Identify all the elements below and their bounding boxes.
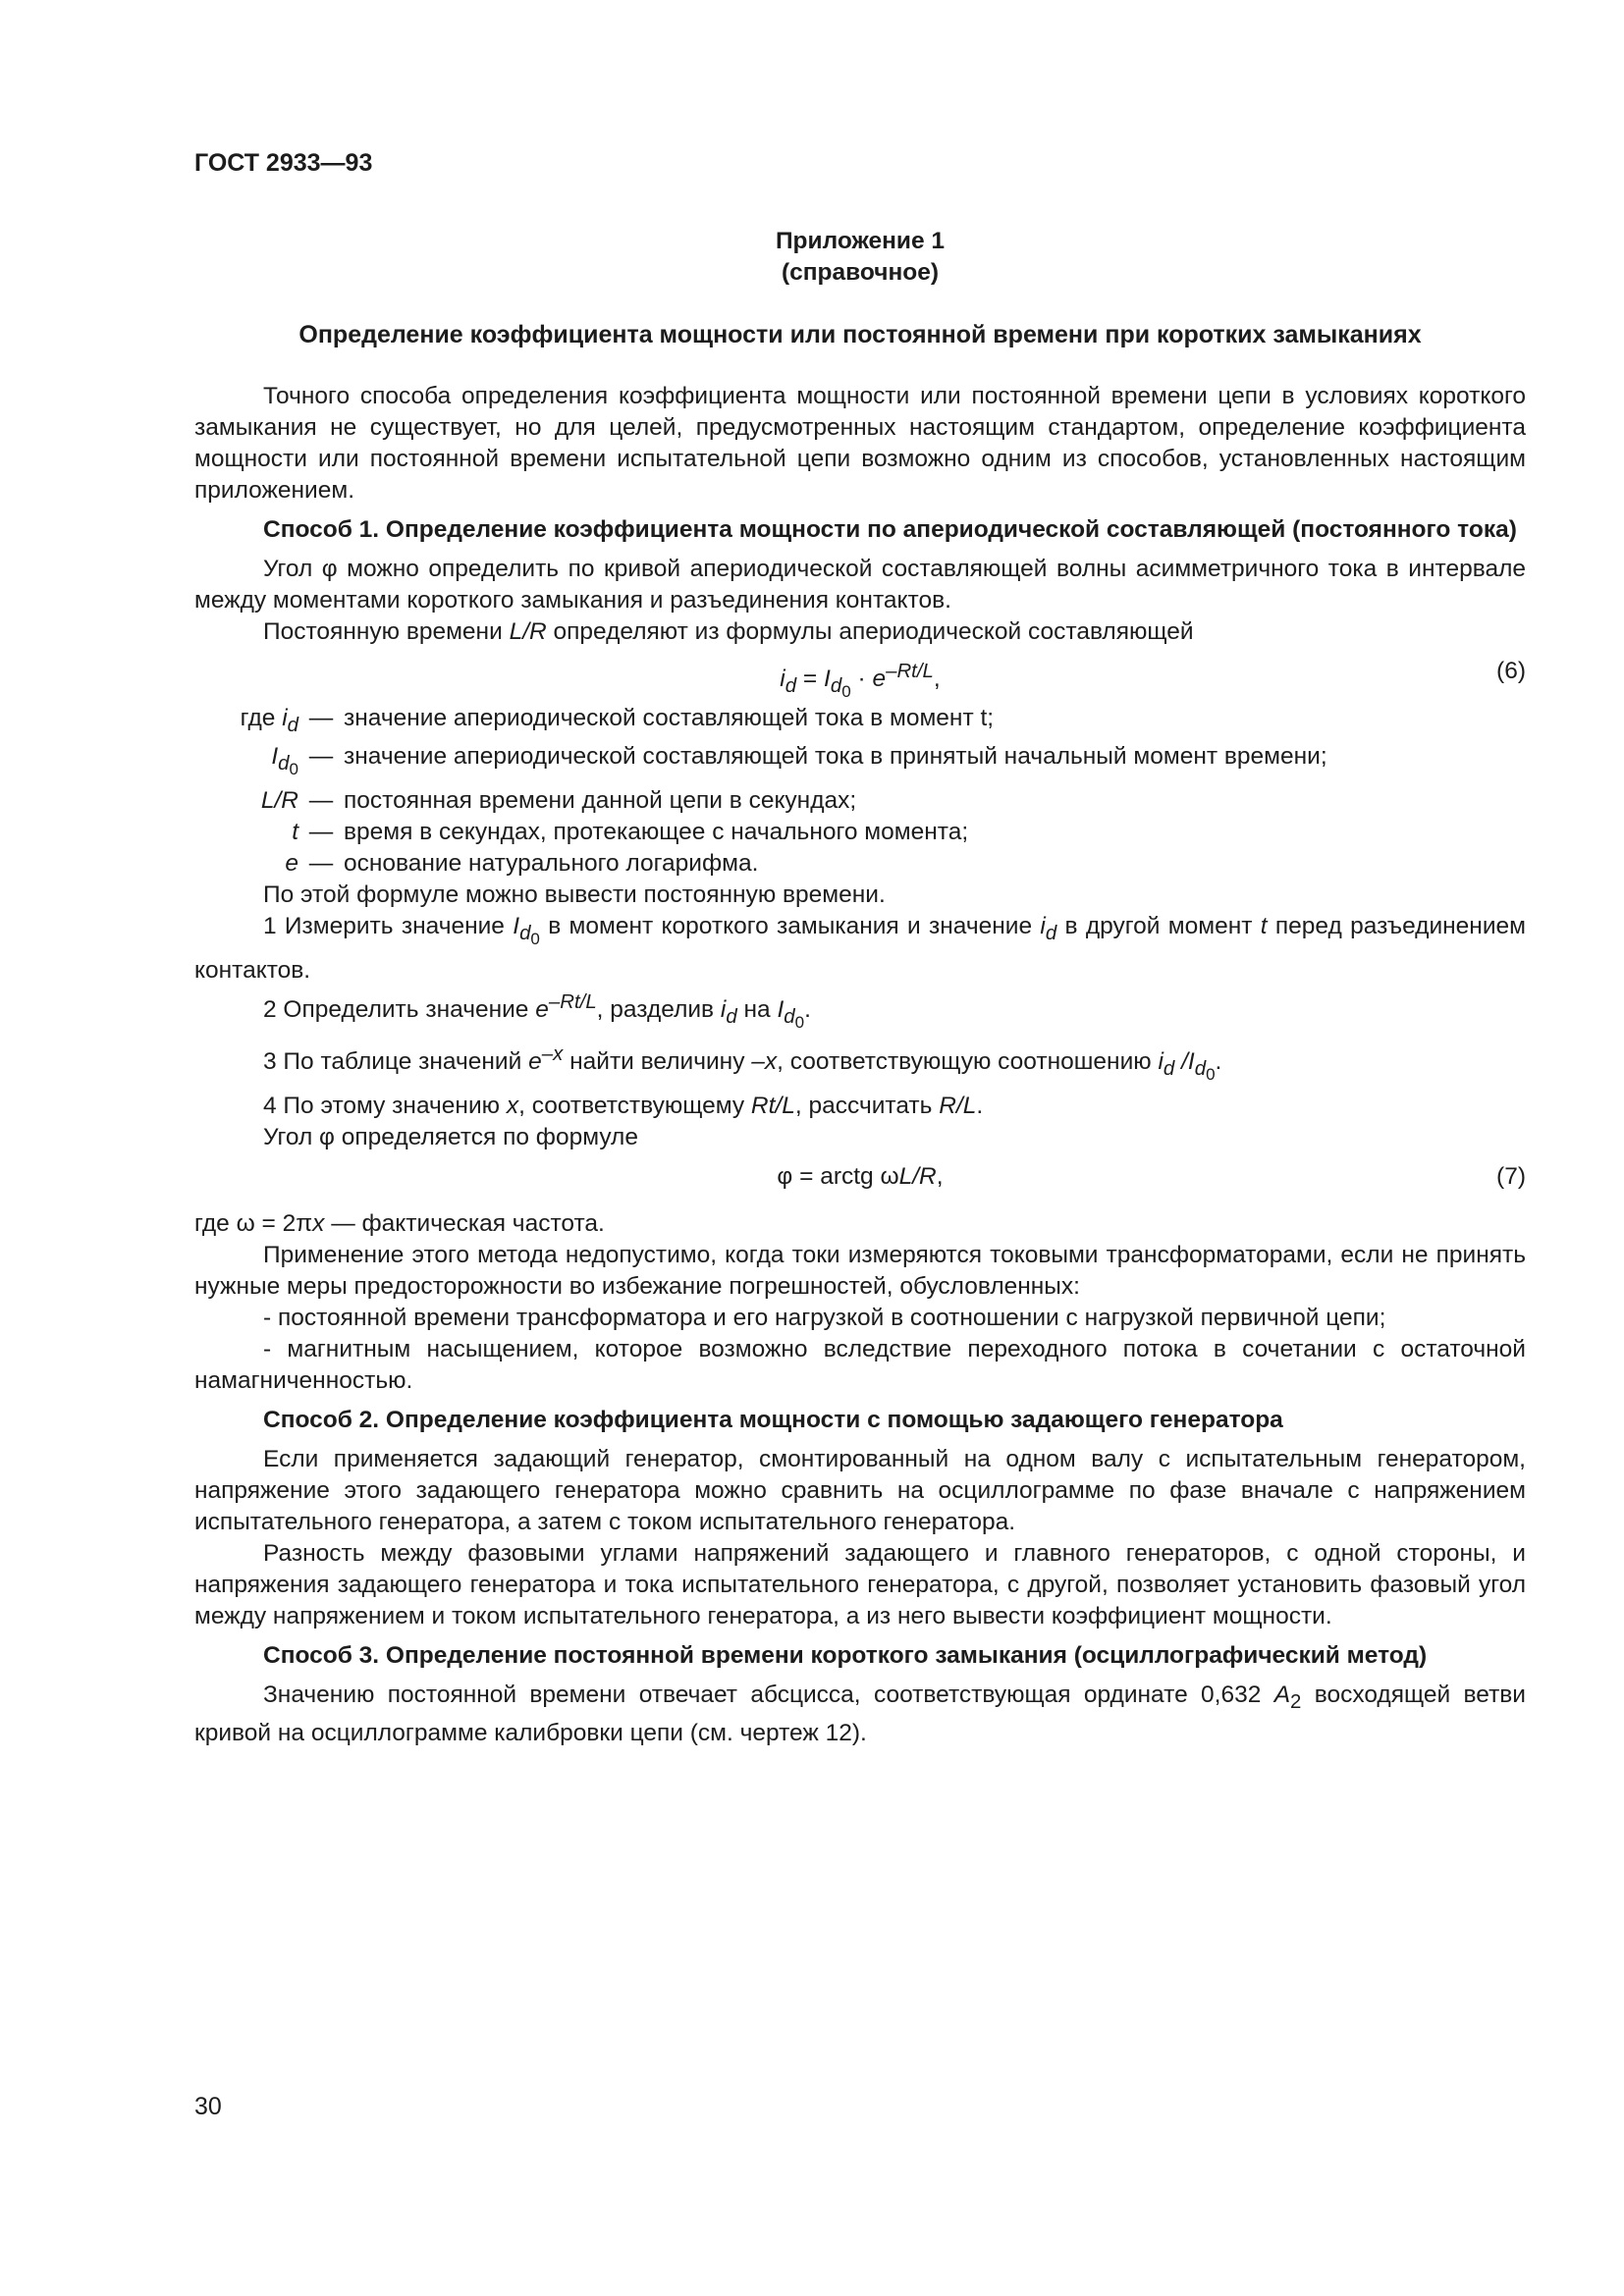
appendix-type: (справочное) bbox=[781, 259, 940, 286]
method3-paragraph1: Значению постоянной времени отвечает абсцисса, соответствующая ординате 0,632 $A_2$ восходящей ветви кривой на осциллограмме калибровки цепи (см. чертеж 12). bbox=[194, 1682, 1526, 1746]
definition-row: $I_{d_0}$ — значение апериодической составляющей тока в принятый начальный момент времени; bbox=[271, 742, 1327, 778]
method1-paragraph4: Угол φ определяется по формуле bbox=[263, 1124, 638, 1151]
definition-row: t — время в секундах, протекающее с начального момента; bbox=[292, 818, 969, 845]
definition-row: L/R — постоянная времени данной цепи в секундах; bbox=[260, 786, 857, 814]
method1-heading: Способ 1. Определение коэффициента мощности по апериодической составляющей (постоянного тока) bbox=[263, 516, 1517, 543]
definition-row: где $i_d$ — значение апериодической составляющей тока в момент t; bbox=[240, 705, 995, 736]
step-4: 4 По этому значению x, соответствующему Rt/L, рассчитать R/L. bbox=[263, 1093, 984, 1120]
appendix-number: Приложение 1 bbox=[775, 228, 946, 254]
bullet-item: - магнитным насыщением, которое возможно вследствие переходного потока в сочетании с остаточной намагниченностью. bbox=[194, 1336, 1526, 1395]
formula-6-expression: $i_d = I_{d_0} \cdot e^{-Rt/L}$, bbox=[780, 661, 941, 702]
formula-6-number: (6) bbox=[1496, 658, 1526, 684]
method2-heading: Способ 2. Определение коэффициента мощности с помощью задающего генератора bbox=[263, 1407, 1283, 1434]
method2-paragraph1: Если применяется задающий генератор, смонтированный на одном валу с испытательным генератором, напряжение этого задающего генератора можно сравнить на осциллограмме по фазе вначале с напряжением испытательного генератора, а затем с током испытательного генератора. bbox=[194, 1446, 1526, 1536]
definitions-list bbox=[194, 703, 1526, 880]
standard-header: ГОСТ 2933—93 bbox=[194, 149, 373, 177]
step-1: 1 Измерить значение $I_{d_0}$ в момент короткого замыкания и значение $i_d$ в другой момент t перед разъединением контактов. bbox=[194, 912, 1526, 984]
bullet-item: - постоянной времени трансформатора и его нагрузкой в соотношении с нагрузкой первичной цепи; bbox=[263, 1305, 1386, 1332]
method1-paragraph3: По этой формуле можно вывести постоянную времени. bbox=[263, 881, 886, 908]
formula-7-expression: φ = arctg ωL/R, bbox=[777, 1163, 944, 1191]
appendix-title: Определение коэффициента мощности или постоянной времени при коротких замыканиях bbox=[298, 321, 1422, 348]
formula-6 bbox=[194, 650, 1526, 702]
formula-7 bbox=[194, 1155, 1526, 1202]
intro-paragraph: Точного способа определения коэффициента мощности или постоянной времени цепи в условиях короткого замыкания не существует, но для целей, предусмотренных настоящим стандартом, определение коэффициента мощности или постоянной времени испытательной цепи возможно одним из способов, установленных настоящим приложением. bbox=[194, 383, 1526, 504]
method2-paragraph2: Разность между фазовыми углами напряжений задающего и главного генераторов, с одной стороны, и напряжения задающего генератора и тока испытательного генератора, с другой, позволяет установить фазовый угол между напряжением и током испытательного генератора, а из него вывести коэффициент мощности. bbox=[194, 1540, 1526, 1630]
step-3: 3 По таблице значений $e^{-x}$ найти величину –x, соответствующую соотношению $i_d$ $/I_{d_0}$. bbox=[263, 1042, 1222, 1085]
step-2: 2 Определить значение $e^{-Rt/L}$, разделив $i_d$ на $I_{d_0}$. bbox=[263, 990, 811, 1032]
appendix-label bbox=[194, 226, 1526, 289]
method1-paragraph5: Применение этого метода недопустимо, когда токи измеряются токовыми трансформаторами, если не принять нужные меры предосторожности во избежание погрешностей, обусловленных: bbox=[194, 1242, 1526, 1301]
formula-7-number: (7) bbox=[1496, 1163, 1526, 1191]
definition-row: e — основание натурального логарифма. bbox=[285, 849, 759, 877]
page-number: 30 bbox=[194, 2093, 222, 2120]
method1-paragraph1: Угол φ можно определить по кривой апериодической составляющей волны асимметричного тока в интервале между моментами короткого замыкания и разъединения контактов. bbox=[194, 556, 1526, 614]
document-body bbox=[194, 381, 1526, 1749]
method1-paragraph2: Постоянную времени L/R определяют из формулы апериодической составляющей bbox=[263, 618, 1194, 645]
method3-heading: Способ 3. Определение постоянной времени короткого замыкания (осциллографический метод) bbox=[263, 1642, 1428, 1670]
omega-definition: где ω = 2πx — фактическая частота. bbox=[194, 1210, 605, 1238]
